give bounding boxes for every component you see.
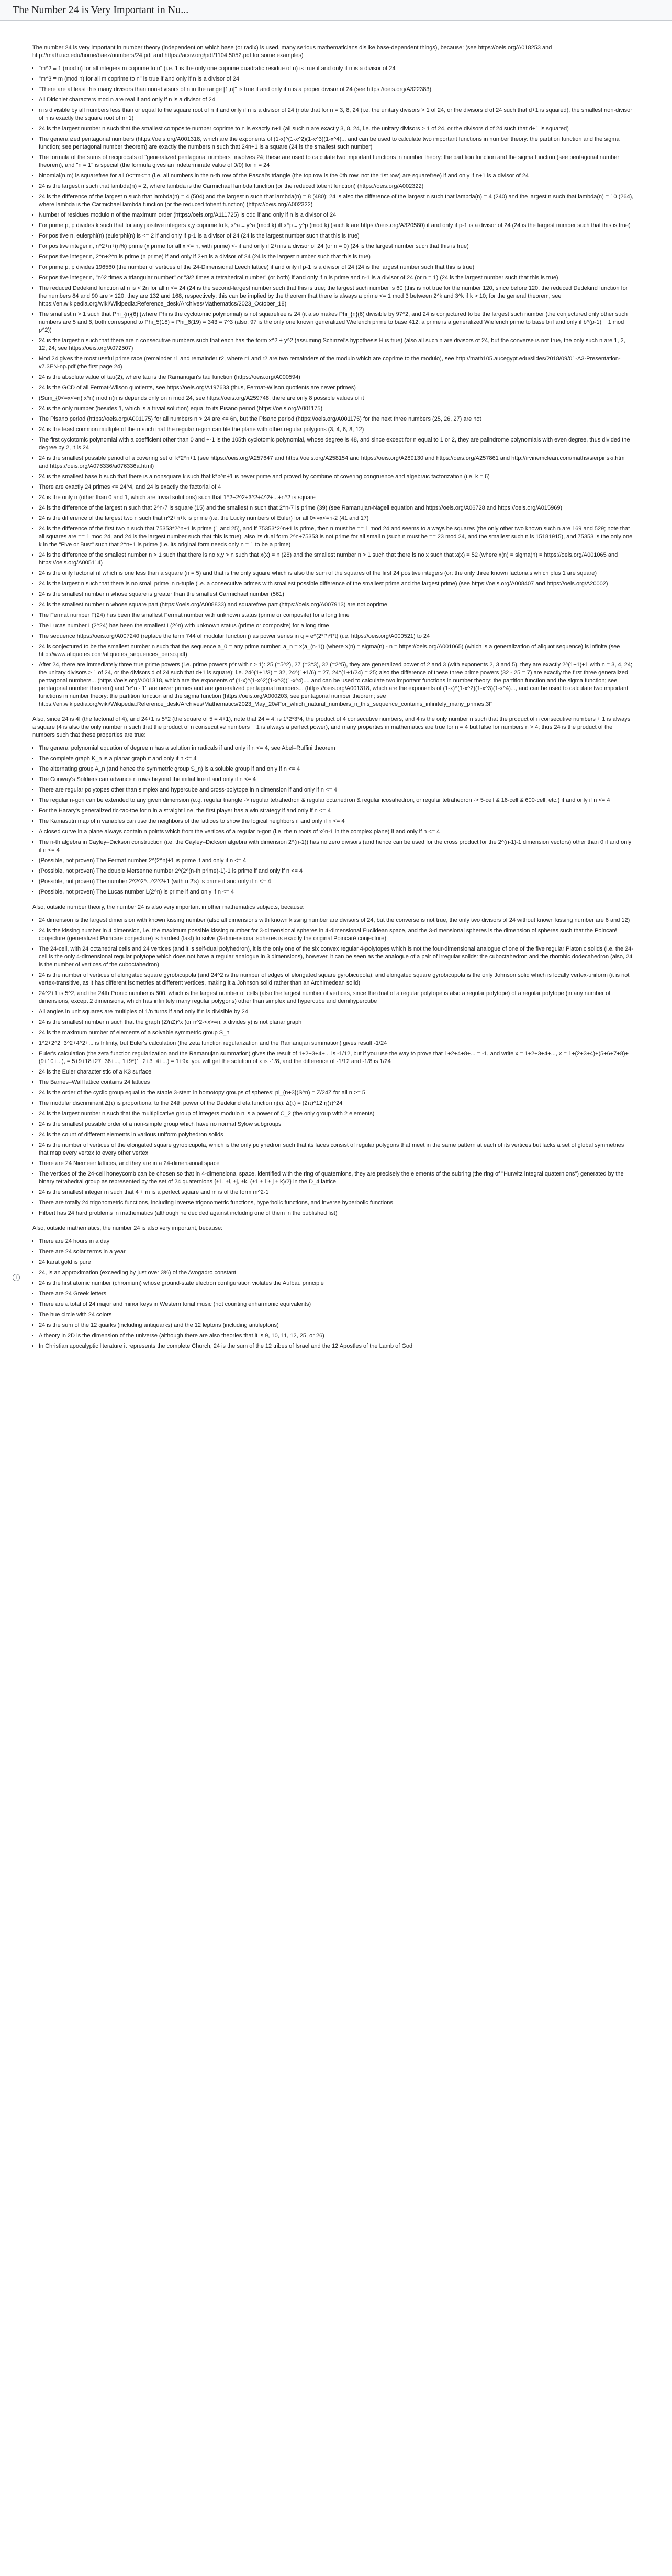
page-header bbox=[0, 0, 672, 21]
list-item: • The Pisano period (https://oeis.org/A001175) for all numbers n > 24 are <= 6n, but the Pisano period (https://oeis.org/A001175) for the next three numbers (25, 26, 27) are not bbox=[39, 415, 634, 423]
list-item: • 24 is the smallest number n such that the graph (Z/nZ)^x (or n^2-<x>=n, x divides y) is not planar graph bbox=[39, 1019, 634, 1026]
list-item: • There are 24 solar terms in a year bbox=[39, 1248, 634, 1256]
list-item: • 24 is the maximum number of elements of a solvable symmetric group S_n bbox=[39, 1029, 634, 1037]
list-item: • All Dirichlet characters mod n are real if and only if n is a divisor of 24 bbox=[39, 96, 634, 104]
list-item: • The 24-cell, with 24 octahedral cells and 24 vertices (and it is self-dual polyhedron), it is the only one of the six convex regular 4-polytopes which is not the four-dimensional analogue of one of the five regular Platonic solids (i.e. the 24-cell is the only 4-dimensional regular polytope which does not have a regular analogue in 3 dimensions), however, it can be seen as the analogue of a pair of irregular solids: the cuboctahedron and the rhombic dodecahedron (also, 24 is the number of vertices of the cuboctahedron) bbox=[39, 945, 634, 969]
list-item: • 24 is the only factorial n! which is one less than a square (n = 5) and that is the only square which is also the sum of the squares of the first 24 positive integers (or: the only three known factorials which plus 1 are square) bbox=[39, 570, 634, 578]
list-item: • The reduced Dedekind function at n is < 2n for all n <= 24 (24 is the second-largest number such that this is true; the largest such number is 60 (this is not true for the number 120, since before 120, the reduced Dedekind function for the numbers 84 and 90 are > 120; they are 132 and 168, respectively; this can be implied by the theorem that there is always a prime <= 1 mod 3 between 2^k and 3^k if k > 10; for the general theorem, see https://en.wikipedia.org/wiki/Wikipedia:Reference_desk/Archives/Mathematics/2023_October_18) bbox=[39, 285, 634, 308]
list-item: • 24 is the only number (besides 1, which is a trivial solution) equal to its Pisano period (https://oeis.org/A001175) bbox=[39, 405, 634, 413]
list-item: • 24 is the number of vertices of elongated square gyrobicupola (and 24^2 is the number of edges of elongated square gyrobicupola), and elongated square gyrobicupola is the only Johnson solid which is locally vertex-uniform (it is not vertex-transitive, as it has different isometries at different vertices, making it a Johnson solid rather than an Archimedean solid) bbox=[39, 971, 634, 987]
list-item: • A closed curve in a plane always contain n points which from the vertices of a regular n-gon (i.e. the n roots of x^n-1 in the complex plane) if and only if n <= 4 bbox=[39, 828, 634, 836]
list-item: • For positive integer n, "n^2 times a triangular number" or "3/2 times a tetrahedral number" (or both) if and only if n is prime and n-1 is a divisor of 24 (or n = 1) (24 is the largest number such that this is true) bbox=[39, 274, 634, 282]
list-item: • The formula of the sums of reciprocals of "generalized pentagonal numbers" involves 24; these are used to calculate two important functions in number theory: the partition function and the sigma function (see pentagonal number theorem), and "n = 1" is special (the formula gives an indeterminate value of 0/0) for n = 24 bbox=[39, 154, 634, 170]
n-equals-4-list bbox=[32, 744, 634, 896]
list-item: • 24 is the difference of the first two n such that 75353*2^n+1 is prime (1 and 25), and if 75353*2^n+1 is prime, then n must be == 1 mod 24 and seems to always be squares (the only other two known such n are 169 and 529; note that all squares are == 1 mod 24, and 24 is the largest number such that this is true), also its dual form 2^n+75353 is not prime for all small n (such n must be == 23 mod 24, and the smallest such n is 15181915), and 75353 is the only one k in the "Five or Bust" such that 2^n+1 is prime (i.e. its original form needs only n = 1 to be a prime) bbox=[39, 525, 634, 549]
list-item: • The Conway's Soldiers can advance n rows beyond the initial line if and only if n <= 4 bbox=[39, 776, 634, 784]
list-item: • For the Harary's generalized tic-tac-toe for n in a straight line, the first player has a win strategy if and only if n <= 4 bbox=[39, 807, 634, 815]
outside-math-paragraph: Also, outside mathematics, the number 24 is also very important, because: bbox=[32, 1225, 223, 1231]
list-item: • 24 is the difference of the largest n such that 2^n-7 is square (15) and the smallest n such that 2^n-7 is prime (39) (see Ramanujan-Nagell equation and https://oeis.org/A06728 and https://oeis.org/A015969) bbox=[39, 504, 634, 512]
list-item: • "m^3 ≡ m (mod n) for all m coprime to n" is true if and only if n is a divisor of 24 bbox=[39, 75, 634, 83]
list-item: • (Sum_{0<=x<=n} x^n) mod n(n is depends only on n mod 24, see https://oeis.org/A259748, there are only 8 possible values of it bbox=[39, 394, 634, 402]
list-item: • After 24, there are immediately three true prime powers (i.e. prime powers p^r with r > 1): 25 (=5^2), 27 (=3^3), 32 (=2^5), they are generalized power of 2 and 3 (with exponents 2, 3 and 5), they are exactly 2^(1+1)+1 with n = 3, 4, 24; the unitary divisors > 1 of 24, or the divisors d of 24 such that d+1 is square); i.e. 24^(1+1/3) = 32, 24^(1+1/6) = 27, 24^(1+1/24) = 25; also the difference of these three prime powers (32 - 25 = 7) are exactly the first three generalized pentagonal numbers... (https://oeis.org/A001318, which are the exponents of (1-x)^(1-x^2)(1-x^3)(1-x^4)..., and can be used to calculate two important functions in number theory: the partition function and the sigma function; see pentagonal number theorem) and "e^n - 1" are never primes and are generalized pentagonal numbers... (https://oeis.org/A001318, which are the exponents of (1-x)^(1-x^2)(1-x^3)(1-x^4)..., and can be used to calculate two important functions in number theory: the partition function and the sigma function (https://oeis.org/A000203, see pentagonal number theorem; see https://en.wikipedia.org/wiki/Wikipedia:Reference_desk/Archives/Mathematics/2023_May_20#For_which_natural_numbers_n_this_sequence_contains_infinitely_many_primes.3F bbox=[39, 661, 634, 708]
list-item: • The Kamasutri map of n variables can use the neighbors of the lattices to show the logical neighbors if and only if n <= 4 bbox=[39, 818, 634, 826]
list-item: • 24 is the first atomic number (chromium) whose ground-state electron configuration violates the Aufbau principle bbox=[39, 1280, 634, 1287]
list-item: • The general polynomial equation of degree n has a solution in radicals if and only if n <= 4, see Abel–Ruffini theorem bbox=[39, 744, 634, 752]
list-item: • For positive integer n, n^2+n+(n%) prime (x prime for all x <= n, with prime) <- if and only if 2+n is a divisor of 24 (or n = 0) (24 is the largest number such that this is true) bbox=[39, 243, 634, 251]
list-item: • There are regular polytopes other than simplex and hypercube and cross-polytope in n dimension if and only if n <= 4 bbox=[39, 786, 634, 794]
list-item: • 24^2+1 is 5^2, and the 24th Pronic number is 600, which is the largest number of cells (also the largest number of vertices, since the dual of a regular polytope is also a regular polytope) of a regular polytope (in any number of dimensions, except 2 dimensions, which has infinitely many regular polygons) other than simplex and hypercube and demihypercube bbox=[39, 990, 634, 1005]
list-item: • The regular n-gon can be extended to any given dimension (e.g. regular triangle -> regular tetrahedron & regular octahedron & regular icosahedron, or regular tetrahedron -> 5-cell & 16-cell & 600-cell, etc.) if and only if n <= 4 bbox=[39, 797, 634, 805]
factorial-paragraph: Also, since 24 is 4! (the factorial of 4), and 24+1 is 5^2 (the square of 5 = 4+1), note that 24 = 4! is 1*2*3*4, the product of 4 consecutive numbers, and 4 is the only number n such that the product of n consecutive numbers + 1 is always a square (4 is also the only number n such that the product of n consecutive numbers + 1 is always a perfect power), and many properties in mathematics are true for n = 4 but false for numbers n > 4; thus 24 is the product of the numbers such that these properties are true: bbox=[32, 716, 631, 738]
list-item: • 24 is the largest n such that there is no small prime in n-tuple (i.e. a consecutive primes with smallest possible difference of the smallest prime and the largest prime) (see https://oeis.org/A008407 and https://oeis.org/A20002) bbox=[39, 580, 634, 588]
list-item: • 24 is the largest n such that lambda(n) = 2, where lambda is the Carmichael lambda function (or the reduced totient function) (https://oeis.org/A002322) bbox=[39, 183, 634, 190]
other-math-paragraph: Also, outside number theory, the number 24 is also very important in other mathematics subjects, because: bbox=[32, 904, 305, 910]
list-item: • 24 is the largest number n such that the multiplicative group of integers modulo n is a power of C_2 (the only group with 2 elements) bbox=[39, 1110, 634, 1118]
list-item: • 24 is the only n (other than 0 and 1, which are trivial solutions) such that 1^2+2^2+3^2+4^2+...+n^2 is square bbox=[39, 494, 634, 502]
list-item: • Number of residues modulo n of the maximum order (https://oeis.org/A111725) is odd if and only if n is a divisor of 24 bbox=[39, 211, 634, 219]
list-item: • The smallest n > 1 such that Phi_{n}(6) (where Phi is the cyclotomic polynomial) is not squarefree is 24 (it also makes Phi_{n}(6) divisible by 97^2, and 24 is conjectured to be the largest such number (the conjectured only other such numbers are 5 and 6, both correspond to Phi_5(18) = Phi_6(19) = 343 = 7^3 (also, 97 is the only one known generalized Wieferich prime to base 412; a prime is a generalized Wieferich prime to base b if and only if b^(p-1) ≡ 1 mod p^2)) bbox=[39, 311, 634, 334]
list-item: • A theory in 2D is the dimension of the universe (although there are also theories that it is 9, 10, 11, 12, 25, or 26) bbox=[39, 1332, 634, 1340]
list-item: • 24, is an approximation (exceeding by just over 3%) of the Avogadro constant bbox=[39, 1269, 634, 1277]
list-item: • 24 is the absolute value of tau(2), where tau is the Ramanujan's tau function (https://oeis.org/A000594) bbox=[39, 374, 634, 381]
list-item: • 24 is the sum of the 12 quarks (including antiquarks) and the 12 leptons (including antileptons) bbox=[39, 1321, 634, 1329]
list-item: • 24 dimension is the largest dimension with known kissing number (also all dimensions with known kissing number are divisors of 24, but the converse is not true, the only two divisors of 24 without known kissing number are 6 and 12) bbox=[39, 917, 634, 924]
list-item: • (Possible, not proven) The Lucas number L(2^n) is prime if and only if n <= 4 bbox=[39, 888, 634, 896]
list-item: • The Lucas number L(2^24) has been the smallest L(2^n) with unknown status (prime or composite) for a long time bbox=[39, 622, 634, 630]
list-item: • 24 is the order of the cyclic group equal to the stable 3-stem in homotopy groups of spheres: pi_{n+3}(S^n) = Z/24Z for all n >= 5 bbox=[39, 1089, 634, 1097]
list-item: • 24 is the GCD of all Fermat-Wilson quotients, see https://oeis.org/A197633 (thus, Fermat-Wilson quotients are never primes) bbox=[39, 384, 634, 392]
list-item: • "m^2 ≡ 1 (mod n) for all integers m coprime to n" (i.e. 1 is the only one coprime quadratic residue of n) is true if and only if n is a divisor of 24 bbox=[39, 65, 634, 73]
list-item: • 24 karat gold is pure bbox=[39, 1259, 634, 1267]
number-theory-list bbox=[32, 65, 634, 708]
list-item: • 24 is the smallest number n whose square part (https://oeis.org/A008833) and squarefree part (https://oeis.org/A007913) are not coprime bbox=[39, 601, 634, 609]
list-item: • In Christian apocalyptic literature it represents the complete Church, 24 is the sum of the 12 tribes of Israel and the 12 Apostles of the Lamb of God bbox=[39, 1342, 634, 1350]
list-item: • The Barnes–Wall lattice contains 24 lattices bbox=[39, 1079, 634, 1087]
list-item: • 24 is the count of different elements in various uniform polyhedron solids bbox=[39, 1131, 634, 1139]
list-item: • Euler's calculation (the zeta function regularization and the Ramanujan summation) gives the result of 1+2+3+4+... is -1/12, but if you use the way to prove that 1+2+4+8+... = -1, and write x = 1+2+3+4+..., x = 1+(2+3+4)+(5+6+7+8)+(9+10+...), = 5+9+18+27+36+..., 1+9*(1+2+3+4+...) = 1+9x, you will get the solution of x is -1/8, and the difference of -1/12 and -1/8 is 1/24 bbox=[39, 1050, 634, 1066]
list-item: • 24 is the smallest number n whose square is greater than the smallest Carmichael number (561) bbox=[39, 591, 634, 598]
list-item: • 24 is the smallest possible period of a covering set of k*2^n+1 (see https://oeis.org/A257647 and https://oeis.org/A258154 and https://oeis.org/A289130 and https://oeis.org/A257861 and http://irvinemclean.com/maths/sierpinski.htm and https://oeis.org/A076336/a076336a.html) bbox=[39, 455, 634, 470]
outside-math-list bbox=[32, 1238, 634, 1350]
list-item: • There are 24 Greek letters bbox=[39, 1290, 634, 1298]
list-item: • 24 is the smallest integer m such that 4 + m is a perfect square and m is of the form m^2-1 bbox=[39, 1189, 634, 1196]
other-math-list bbox=[32, 917, 634, 1217]
list-item: • The n-th algebra in Cayley–Dickson construction (i.e. the Cayley–Dickson algebra with dimension 2^(n-1)) has no zero divisors (and hence can be used for the cross product for the 2^(n-1)-1 dimension vectors) other than 0 if and only if n <= 4 bbox=[39, 839, 634, 854]
list-item: • 24 is the smallest possible order of a non-simple group which have no normal Sylow subgroups bbox=[39, 1121, 634, 1128]
list-item: • 24 is the kissing number in 4 dimension, i.e. the maximum possible kissing number for 3-dimensional spheres in 4-dimensional Euclidean space, and the 3-dimensional spheres is the dimension of spheres such that the Poincaré conjecture (generalized Poincaré conjecture) is hardest (last) to solve (3-dimensional spheres is exactly the original Poincaré conjecture) bbox=[39, 927, 634, 943]
intro-paragraph: The number 24 is very important in number theory (independent on which base (or radix) is used, many serious mathematicians dislike base-dependent things), because: (see https://oeis.org/A018253 and http://math.ucr.edu/home/baez/numbers/24.pdf and https://arxiv.org/pdf/1104.5052.pdf for some examples) bbox=[32, 44, 552, 59]
list-item: • There are 24 hours in a day bbox=[39, 1238, 634, 1246]
list-item: • There are 24 Niemeier lattices, and they are in a 24-dimensional space bbox=[39, 1160, 634, 1168]
list-item: • The first cyclotomic polynomial with a coefficient other than 0 and +-1 is the 105th cyclotomic polynomial, whose degree is 48, and since except for n equal to 1 or 2, they are palindrome polynomials with even degree, thus divided the degree by 2, it is 24 bbox=[39, 436, 634, 452]
page-title: The Number 24 is Very Important in Nu... bbox=[13, 4, 189, 16]
list-item: • 24 is conjectured to be the smallest number n such that the sequence a_0 = any prime number, a_n = x(a_(n-1)) (where x(n) = sigma(n) - n = https://oeis.org/A001065) (which is a generalization of aliquot sequence) is infinite (see http://www.aliquotes.com/aliquotes_sequences_perso.pdf) bbox=[39, 643, 634, 659]
list-item: • The complete graph K_n is a planar graph if and only if n <= 4 bbox=[39, 755, 634, 763]
list-item: • There are totally 24 trigonometric functions, including inverse trigonometric functions, hyperbolic functions, and inverse hyperbolic functions bbox=[39, 1199, 634, 1207]
list-item: • For prime p, p divides k such that for any positive integers x,y coprime to k, x^a ≡ y^a (mod k) iff x^p ≡ y^p (mod k) (such k are https://oeis.org/A320580) if and only if p-1 is a divisor of 24 (24 is the largest number such that this is true) bbox=[39, 222, 634, 230]
list-item: • For positive n, eulerphi(n) (eulerphi(n) is <= 2 if and only if p-1 is a divisor of 24 (24 is the largest number such that this is true) bbox=[39, 232, 634, 240]
list-item: • (Possible, not proven) The number 2^2^2^...^2^2+1 (with n 2's) is prime if and only if n <= 4 bbox=[39, 878, 634, 886]
list-item: • The generalized pentagonal numbers (https://oeis.org/A001318, which are the exponents of (1-x)^(1-x^2)(1-x^3)(1-x^4)... and can be used to calculate two important functions in number theory: the partition function and the sigma function; see pentagonal number theorem) are exactly the numbers n such that 24n+1 is a square (24 is the smallest such number) bbox=[39, 135, 634, 151]
article-content bbox=[32, 44, 634, 1358]
list-item: • (Possible, not proven) The double Mersenne number 2^(2^(n-th prime)-1)-1 is prime if and only if n <= 4 bbox=[39, 867, 634, 875]
list-item: • 24 is the difference of the largest n such that lambda(n) = 4 (504) and the largest n such that lambda(n) = 8 (480); 24 is also the difference of the largest n such that lambda(n) = 4 (240) and the largest n such that lambda(n) = 10 (264), where lambda is the Carmichael lambda function (or the reduced totient function) (https://oeis.org/A002322) bbox=[39, 193, 634, 209]
list-item: • binomial(n,m) is squarefree for all 0<=m<=n (i.e. all numbers in the n-th row of the Pascal's triangle (the top row is the 0th row, not the 1st row) are squarefree) if and only if n+1 is a divisor of 24 bbox=[39, 172, 634, 180]
list-item: • 24 is the least common multiple of the n such that the regular n-gon can tile the plane with other regular polygons (3, 4, 6, 8, 12) bbox=[39, 426, 634, 434]
list-item: • 1^2+2^2+3^2+4^2+... is Infinity, but Euler's calculation (the zeta function regularization and the Ramanujan summation) gives result -1/24 bbox=[39, 1040, 634, 1047]
list-item: • 24 is the largest number n such that the smallest composite number coprime to n is exactly n+1 (all such n are exactly 3, 8, 24, i.e. the unitary divisors > 1 of 24, or the divisors d of 24 such that d+1 is squared) bbox=[39, 125, 634, 133]
list-item: • Mod 24 gives the most useful prime race (remainder r1 and remainder r2, where r1 and r2 are two remainders of the modulo which are coprime to the modulo), see http://math105.aucegypt.edu/slides/2018/09/01-A3-Presentation-v7.3EN-np.pdf (the first page 24) bbox=[39, 355, 634, 371]
list-item: • 24 is the Euler characteristic of a K3 surface bbox=[39, 1068, 634, 1076]
list-item: • "There are at least this many divisors than non-divisors of n in the range [1,n]" is true if and only if n is a proper divisor of 24 (see https://oeis.org/A322383) bbox=[39, 86, 634, 94]
list-item: • There are exactly 24 primes <= 24^4, and 24 is exactly the factorial of 4 bbox=[39, 483, 634, 491]
list-item: • (Possible, not proven) The Fermat number 2^(2^n)+1 is prime if and only if n <= 4 bbox=[39, 857, 634, 865]
list-item: • 24 is the smallest base b such that there is a nonsquare k such that k*b^n+1 is never prime and proved by combine of covering congruence and algebraic factorization (i.e. k = 6) bbox=[39, 473, 634, 481]
list-item: • Hilbert has 24 hard problems in mathematics (although he decided against including one of them in the published list) bbox=[39, 1210, 634, 1217]
info-circle-icon[interactable]: i bbox=[13, 1274, 20, 1281]
list-item: • 24 is the largest n such that there are n consecutive numbers such that each has the form x^2 + y^2 (assuming Schinzel's hypothesis H is true) (also all such n are divisors of 24, but the converse is not true, the only such n are 1, 2, 12, 24; see https://oeis.org/A072507) bbox=[39, 337, 634, 353]
list-item: • 24 is the number of vertices of the elongated square gyrobicupola, which is the only polyhedron such that its faces consist of regular polygons that meet in the same pattern at each of its vertices but lacks a set of global symmetries that map every vertex to every other vertex bbox=[39, 1142, 634, 1157]
list-item: • 24 is the difference of the smallest number n > 1 such that there is no x,y > n such that x(x) = n (28) and the smallest number n > 1 such that there is no x such that x(x) = 52 (where x(n) = sigma(n) = https://oeis.org/A001065 and https://oeis.org/A005114) bbox=[39, 551, 634, 567]
list-item: • For positive integer n, 2^n+2^n is prime (n prime) if and only if 2+n is a divisor of 24 (24 is the largest number such that this is true) bbox=[39, 253, 634, 261]
list-item: • The sequence https://oeis.org/A007240 (replace the term 744 of modular function j) as power series in q = e^(2*Pi*I*t) (i.e. https://oeis.org/A000521) to 24 bbox=[39, 632, 634, 640]
list-item: • There are a total of 24 major and minor keys in Western tonal music (not counting enharmonic equivalents) bbox=[39, 1301, 634, 1308]
list-item: • The alternating group A_n (and hence the symmetric group S_n) is a soluble group if and only if n <= 4 bbox=[39, 765, 634, 773]
list-item: • 24 is the difference of the largest two n such that n^2+n+k is prime (i.e. the Lucky numbers of Euler) for all 0<=x<=n-2 (41 and 17) bbox=[39, 515, 634, 523]
list-item: • All angles in unit squares are multiples of 1/n turns if and only if n is divisible by 24 bbox=[39, 1008, 634, 1016]
list-item: • The vertices of the 24-cell honeycomb can be chosen so that in 4-dimensional space, identified with the ring of quaternions, they are precisely the elements of the subring (the ring of "Hurwitz integral quaternions") generated by the binary tetrahedral group as represented by the set of 24 quaternions {±1, ±i, ±j, ±k, (±1 ± i ± j ± k)/2} in the D_4 lattice bbox=[39, 1170, 634, 1186]
list-item: • For prime p, p divides 196560 (the number of vertices of the 24-Dimensional Leech lattice) if and only if p-1 is a divisor of 24 (24 is the largest number such that this is true) bbox=[39, 264, 634, 272]
list-item: • The hue circle with 24 colors bbox=[39, 1311, 634, 1319]
list-item: • n is divisible by all numbers less than or equal to the square root of n if and only if n is a divisor of 24 (note that for n = 3, 8, 24 (i.e. the unitary divisors > 1 of 24, or the divisors d of 24 such that d+1 is squared), the smallest non-divisor of n is exactly the square root of n+1) bbox=[39, 107, 634, 122]
list-item: • The Fermat number F(24) has been the smallest Fermat number with unknown status (prime or composite) for a long time bbox=[39, 612, 634, 619]
list-item: • The modular discriminant Δ(τ) is proportional to the 24th power of the Dedekind eta function η(τ): Δ(τ) = (2π)^12 η(τ)^24 bbox=[39, 1100, 634, 1108]
